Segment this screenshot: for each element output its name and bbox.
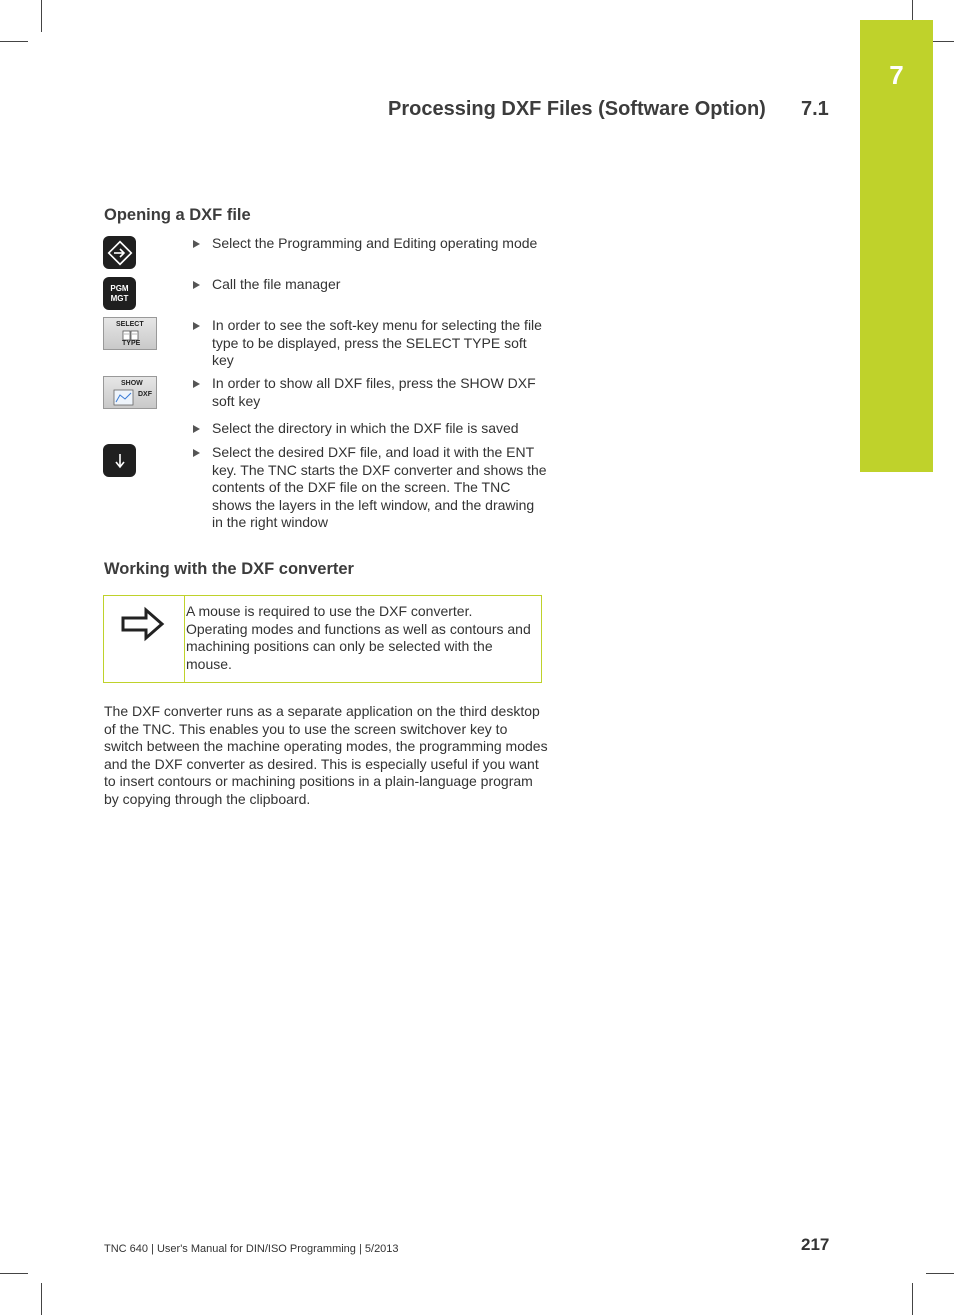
softkey-label: SELECT: [116, 321, 144, 328]
step-text: Select the desired DXF file, and load it with the ENT key. The TNC starts the DXF converter and shows the contents of the DXF file on the screen. The TNC shows the layers in the left window, and the drawing in the right window: [212, 444, 547, 531]
chapter-tab: [860, 20, 933, 472]
running-header-title: Processing DXF Files (Software Option): [388, 98, 766, 120]
crop-mark: [912, 1283, 913, 1315]
running-header-section: 7.1: [801, 98, 829, 120]
body-paragraph: The DXF converter runs as a separate application on the third desktop of the TNC. This enables you to use the screen switchover key to switch between the machine operating modes, the programming modes and the DXF converter as desired. This is especially useful if you want to insert contours or machining positions in a plain-language program by copying through the clipboard.: [104, 703, 548, 807]
section-heading-opening-dxf: Opening a DXF file: [104, 206, 251, 224]
pgm-mgt-label: PGM MGT: [110, 283, 129, 303]
chapter-number: 7: [889, 60, 904, 90]
step-text: In order to show all DXF files, press the SHOW DXF soft key: [212, 375, 536, 409]
page-number: 217: [801, 1235, 830, 1254]
programming-mode-icon: [107, 240, 133, 266]
step-bullet: [193, 240, 200, 248]
crop-mark: [41, 1283, 42, 1315]
crop-mark: [912, 0, 913, 20]
pgm-mgt-key[interactable]: [103, 277, 136, 310]
select-type-softkey[interactable]: [103, 317, 157, 350]
step-text: In order to see the soft-key menu for selecting the file type to be displayed, press the SELECT TYPE soft key: [212, 317, 542, 369]
step-bullet: [193, 380, 200, 388]
footer-text: TNC 640 | User's Manual for DIN/ISO Programming | 5/2013: [104, 1243, 399, 1255]
step-bullet: [193, 425, 200, 433]
softkey-label: SHOW: [121, 380, 143, 387]
step-bullet: [193, 449, 200, 457]
softkey-label: DXF: [138, 391, 152, 398]
step-bullet: [193, 322, 200, 330]
softkey-label: TYPE: [122, 340, 141, 347]
show-dxf-softkey[interactable]: [103, 376, 157, 409]
crop-mark: [0, 1273, 28, 1274]
crop-mark: [41, 0, 42, 32]
step-text: Call the file manager: [212, 276, 341, 292]
note-arrow-icon: [120, 606, 166, 642]
step-bullet: [193, 281, 200, 289]
section-heading-working-dxf: Working with the DXF converter: [104, 560, 354, 578]
ent-key[interactable]: [103, 444, 136, 477]
note-text: A mouse is required to use the DXF converter. Operating modes and functions as well as contours and machining positions can only be selected with the mouse.: [186, 603, 531, 672]
note-divider: [184, 596, 185, 682]
crop-mark: [926, 1273, 954, 1274]
dxf-drawing-icon: [113, 389, 135, 406]
programming-mode-key[interactable]: [103, 236, 136, 269]
crop-mark: [0, 41, 28, 42]
step-text: Select the Programming and Editing operating mode: [212, 235, 538, 251]
ent-arrow-icon: [113, 452, 127, 470]
step-text: Select the directory in which the DXF file is saved: [212, 420, 519, 436]
note-box: [103, 595, 542, 683]
